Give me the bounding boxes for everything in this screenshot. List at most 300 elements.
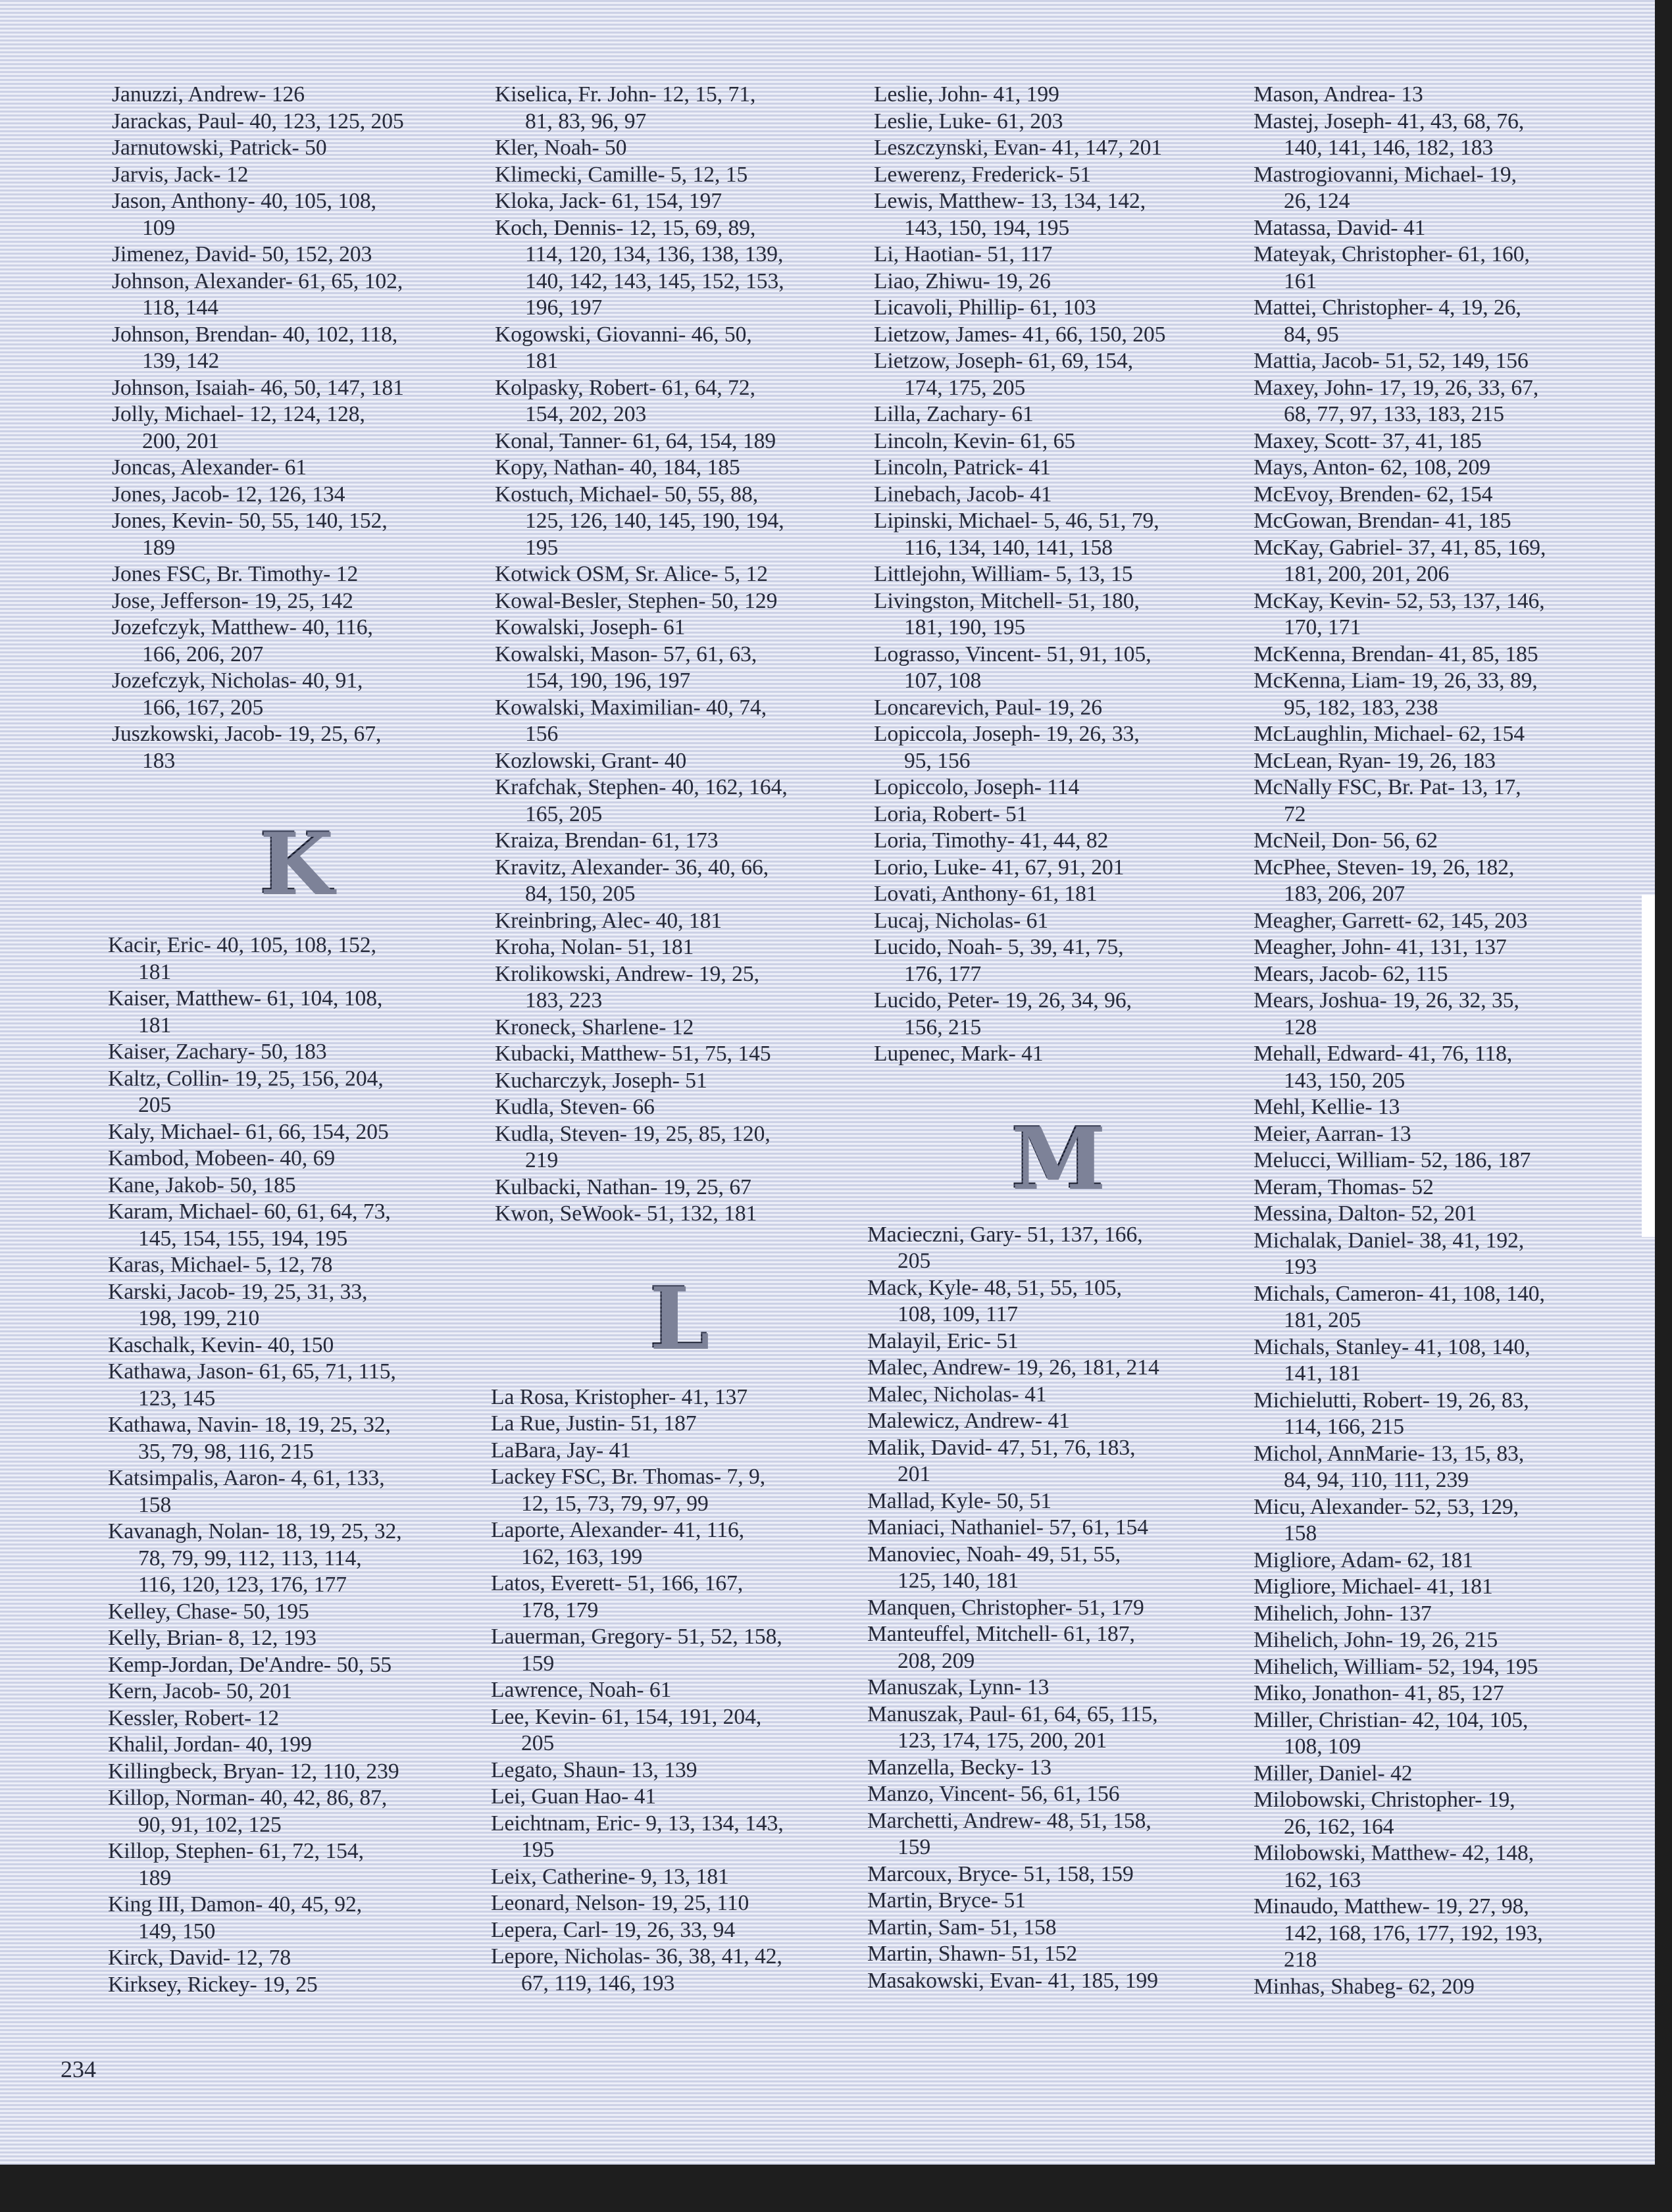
entry-pages-continued: 219 [525,1148,559,1172]
index-entry [1254,774,1635,828]
entry-name-pages: Kelley, Chase- 50, 195 [108,1599,309,1624]
index-entry [1254,1601,1635,1628]
index-entry [108,1039,480,1066]
entry-name-pages: Michals, Cameron- 41, 108, 140, [1254,1281,1545,1306]
index-entry [491,1757,863,1784]
index-entry [874,508,1242,561]
index-entry [491,1571,863,1624]
index-entry [108,1359,480,1412]
index-entry [874,908,1242,935]
entry-name-pages: Mihelich, John- 137 [1254,1601,1432,1626]
entry-name-pages: Malayil, Eric- 51 [867,1328,1019,1353]
entry-pages-continued: 108, 109, 117 [898,1302,1019,1326]
entry-name-pages: Lorio, Luke- 41, 67, 91, 201 [874,855,1125,880]
entry-name-pages: Malec, Nicholas- 41 [867,1382,1047,1407]
entry-name-pages: Kaiser, Zachary- 50, 183 [108,1040,327,1064]
index-entry [495,482,863,562]
index-entry [867,1222,1242,1275]
entry-name-pages: Mehl, Kellie- 13 [1254,1095,1400,1119]
entry-pages-continued: 68, 77, 97, 133, 183, 215 [1284,402,1504,426]
index-entry [1254,641,1635,668]
index-entry [491,1677,863,1704]
entry-name-pages: Mihelich, John- 19, 26, 215 [1254,1628,1498,1652]
entry-name-pages: Joncas, Alexander- 61 [112,455,307,480]
entry-name-pages: Michals, Stanley- 41, 108, 140, [1254,1334,1531,1359]
index-entry [112,322,480,375]
entry-name-pages: Manzo, Vincent- 56, 61, 156 [867,1782,1120,1806]
index-entry [112,268,480,322]
index-entry [495,1174,863,1201]
entry-name-pages: Maxey, Scott- 37, 41, 185 [1254,428,1482,453]
index-entry [1254,1441,1635,1494]
entry-name-pages: Jones, Kevin- 50, 55, 140, 152, [112,509,388,533]
entry-name-pages: Kacir, Eric- 40, 105, 108, 152, [108,933,377,957]
entry-name-pages: Lucido, Peter- 19, 26, 34, 96, [874,988,1132,1013]
index-entry [874,109,1242,136]
entry-name-pages: Loncarevich, Paul- 19, 26 [874,695,1102,720]
index-entry [1254,1787,1635,1840]
index-entry [491,1438,863,1465]
entry-pages-continued: 154, 202, 203 [525,402,647,426]
entry-name-pages: Leslie, John- 41, 199 [874,82,1059,107]
index-entry [867,1355,1242,1382]
entry-name-pages: La Rue, Justin- 51, 187 [491,1411,697,1436]
index-entry [1254,82,1635,109]
index-entry [874,774,1242,801]
entry-name-pages: Kloka, Jack- 61, 154, 197 [495,189,722,213]
index-entry [1254,855,1635,908]
entry-name-pages: Melucci, William- 52, 186, 187 [1254,1148,1531,1172]
index-entry [874,695,1242,722]
index-entry [495,1041,863,1068]
index-entry [867,1621,1242,1674]
index-entry [491,1384,863,1411]
entry-name-pages: Mears, Jacob- 62, 115 [1254,961,1448,986]
entry-name-pages: Lietzow, Joseph- 61, 69, 154, [874,349,1134,373]
entry-name-pages: Juszkowski, Jacob- 19, 25, 67, [112,722,382,746]
index-entry [1254,1547,1635,1574]
entry-name-pages: Kudla, Steven- 66 [495,1095,655,1119]
index-entry [1254,109,1635,162]
index-entry [867,1408,1242,1435]
index-entry [867,1968,1242,1995]
entry-pages-continued: 159 [521,1651,555,1676]
entry-name-pages: Kraiza, Brendan- 61, 173 [495,828,719,853]
index-entry [1254,1894,1635,1974]
entry-pages-continued: 149, 150 [138,1919,216,1944]
entry-name-pages: Kaschalk, Kevin- 40, 150 [108,1332,334,1357]
index-entry [108,1119,480,1146]
index-entry [1254,508,1635,535]
index-entry [112,668,480,721]
entry-name-pages: Kowalski, Maximilian- 40, 74, [495,695,767,720]
entry-name-pages: Kolpasky, Robert- 61, 64, 72, [495,375,756,400]
entry-pages-continued: 141, 181 [1284,1361,1361,1386]
entry-pages-continued: 170, 171 [1284,615,1361,640]
entry-pages-continued: 162, 163 [1284,1867,1361,1892]
entry-name-pages: Lopiccola, Joseph- 19, 26, 33, [874,722,1140,746]
index-entry [874,801,1242,828]
entry-name-pages: Leonard, Nelson- 19, 25, 110 [491,1891,749,1915]
entry-pages-continued: 128 [1284,1015,1317,1040]
index-entry [112,375,480,402]
entry-name-pages: Mastrogiovanni, Michael- 19, [1254,162,1517,187]
entry-name-pages: Martin, Sam- 51, 158 [867,1915,1057,1940]
entry-name-pages: Michol, AnnMarie- 13, 15, 83, [1254,1441,1525,1466]
index-entry [108,1705,480,1732]
entry-name-pages: Kelly, Brian- 8, 12, 193 [108,1626,317,1650]
entry-name-pages: Martin, Shawn- 51, 152 [867,1942,1078,1966]
index-entry [108,1599,480,1626]
entry-pages-continued: 205 [138,1093,172,1117]
index-entry [1254,482,1635,509]
entry-pages-continued: 196, 197 [525,295,603,320]
index-entry [112,588,480,615]
index-entry [495,695,863,748]
entry-name-pages: McEvoy, Brenden- 62, 154 [1254,482,1493,507]
index-entry [495,428,863,455]
index-entry [867,1701,1242,1755]
index-entry [867,1542,1242,1595]
entry-pages-continued: 12, 15, 73, 79, 97, 99 [521,1491,709,1516]
entry-pages-continued: 158 [1284,1521,1317,1546]
index-entry [874,268,1242,295]
index-entry [495,748,863,775]
entry-name-pages: Kulbacki, Nathan- 19, 25, 67 [495,1174,751,1199]
index-entry [108,1732,480,1759]
entry-name-pages: Lovati, Anthony- 61, 181 [874,882,1098,906]
entry-name-pages: Kemp-Jordan, De'Andre- 50, 55 [108,1652,392,1677]
entry-pages-continued: 26, 162, 164 [1284,1814,1394,1839]
entry-name-pages: Johnson, Brendan- 40, 102, 118, [112,322,398,347]
index-entry [867,1915,1242,1942]
entry-pages-continued: 107, 108 [904,668,982,693]
index-column-4 [1254,82,1635,2000]
index-entry [874,641,1242,695]
entry-pages-continued: 116, 120, 123, 176, 177 [138,1572,347,1597]
index-entry [108,1145,480,1172]
entry-pages-continued: 125, 126, 140, 145, 190, 194, [525,509,784,533]
entry-name-pages: Lepore, Nicholas- 36, 38, 41, 42, [491,1944,782,1969]
index-entry [112,561,480,588]
index-entry [112,482,480,509]
index-entry [1254,428,1635,455]
entry-name-pages: Legato, Shaun- 13, 139 [491,1757,697,1782]
index-entry [1254,1147,1635,1174]
index-entry [495,322,863,375]
entry-name-pages: Kogowski, Giovanni- 46, 50, [495,322,752,347]
entry-pages-continued: 108, 109 [1284,1734,1361,1759]
index-entry [867,1595,1242,1622]
entry-pages-continued: 84, 94, 110, 111, 239 [1284,1468,1469,1492]
entry-name-pages: Lincoln, Patrick- 41 [874,455,1051,480]
entry-name-pages: McNeil, Don- 56, 62 [1254,828,1438,853]
index-entry [108,1412,480,1465]
index-entry [108,1759,480,1786]
entry-name-pages: Lawrence, Noah- 61 [491,1678,672,1702]
index-entry [495,934,863,961]
index-entry [867,1861,1242,1888]
entry-pages-continued: 95, 182, 183, 238 [1284,695,1438,720]
index-entry [874,135,1242,162]
page-number: 234 [61,2056,96,2082]
index-entry [491,1811,863,1864]
entry-name-pages: Jarnutowski, Patrick- 50 [112,136,327,160]
entry-name-pages: Manteuffel, Mitchell- 61, 187, [867,1622,1135,1646]
entry-pages-continued: 183, 206, 207 [1284,882,1406,906]
index-entry [495,828,863,855]
entry-name-pages: Karski, Jacob- 19, 25, 31, 33, [108,1279,368,1304]
index-entry [495,588,863,615]
entry-name-pages: Kavanagh, Nolan- 18, 19, 25, 32, [108,1519,402,1544]
entry-name-pages: Maxey, John- 17, 19, 26, 33, 67, [1254,375,1539,400]
entry-name-pages: Migliore, Adam- 62, 181 [1254,1547,1474,1572]
entry-name-pages: Lauerman, Gregory- 51, 52, 158, [491,1624,782,1649]
index-entry [491,1517,863,1571]
entry-pages-continued: 208, 209 [898,1648,975,1673]
entry-name-pages: Kern, Jacob- 50, 201 [108,1679,293,1703]
entry-name-pages: Miller, Daniel- 42 [1254,1761,1413,1786]
index-entry [1254,1334,1635,1388]
entry-name-pages: Jimenez, David- 50, 152, 203 [112,242,372,266]
entry-name-pages: Jason, Anthony- 40, 105, 108, [112,189,376,213]
index-entry [874,561,1242,588]
section-letter-m: M [1010,1107,1106,1208]
entry-name-pages: Kroneck, Sharlene- 12 [495,1015,694,1040]
entry-name-pages: Malik, David- 47, 51, 76, 183, [867,1435,1136,1460]
entry-name-pages: Mattia, Jacob- 51, 52, 149, 156 [1254,349,1529,373]
index-entry [495,561,863,588]
index-entry [874,428,1242,455]
index-entry [108,986,480,1039]
entry-name-pages: Kaltz, Collin- 19, 25, 156, 204, [108,1066,384,1091]
entry-name-pages: Meram, Thomas- 52 [1254,1174,1434,1199]
index-entry [495,855,863,908]
entry-pages-continued: 165, 205 [525,801,603,826]
entry-name-pages: Lincoln, Kevin- 61, 65 [874,428,1076,453]
entry-name-pages: Kler, Noah- 50 [495,136,627,160]
entry-name-pages: Mallad, Kyle- 50, 51 [867,1488,1052,1513]
index-entry [108,1678,480,1705]
entry-name-pages: Mastej, Joseph- 41, 43, 68, 76, [1254,109,1525,134]
entry-name-pages: McKenna, Liam- 19, 26, 33, 89, [1254,668,1538,693]
index-entry [495,135,863,162]
index-entry [108,1172,480,1199]
index-entry [495,1121,863,1174]
entry-name-pages: Lilla, Zachary- 61 [874,402,1034,426]
entry-name-pages: Kirck, David- 12, 78 [108,1946,291,1970]
entry-name-pages: Latos, Everett- 51, 166, 167, [491,1571,744,1596]
index-entry [491,1411,863,1438]
entry-name-pages: Jolly, Michael- 12, 124, 128, [112,402,365,426]
index-entry [495,1068,863,1095]
entry-name-pages: Michielutti, Robert- 19, 26, 83, [1254,1388,1529,1413]
entry-pages-continued: 183, 223 [525,988,603,1013]
entry-name-pages: McKay, Gabriel- 37, 41, 85, 169, [1254,535,1546,560]
entry-name-pages: Messina, Dalton- 52, 201 [1254,1201,1477,1226]
index-entry [112,401,480,455]
index-entry [495,961,863,1015]
index-entry [1254,1974,1635,2001]
entry-pages-continued: 125, 140, 181 [898,1569,1019,1593]
entry-pages-continued: 90, 91, 102, 125 [138,1812,282,1837]
entry-name-pages: Kathawa, Jason- 61, 65, 71, 115, [108,1359,396,1384]
index-entry [495,1094,863,1121]
index-entry [867,1275,1242,1328]
entry-pages-continued: 205 [521,1731,555,1755]
index-entry [112,455,480,482]
index-entry [491,1464,863,1517]
entry-pages-continued: 181 [138,959,172,984]
index-entry [108,1892,480,1945]
index-entry [874,322,1242,349]
entry-pages-continued: 26, 124 [1284,189,1350,213]
index-entry [108,1945,480,1972]
index-column-3 [867,82,1242,1994]
index-entry [112,241,480,268]
index-entry [1254,1388,1635,1441]
entry-name-pages: Laporte, Alexander- 41, 116, [491,1518,745,1542]
index-entry [1254,1761,1635,1788]
index-entry [867,1674,1242,1701]
entry-name-pages: Meagher, Garrett- 62, 145, 203 [1254,908,1528,933]
index-entry [491,1917,863,1944]
index-entry [867,1888,1242,1915]
entry-name-pages: McLaughlin, Michael- 62, 154 [1254,722,1525,746]
index-entry [1254,908,1635,935]
entry-name-pages: Kudla, Steven- 19, 25, 85, 120, [495,1121,771,1146]
index-entry [1254,1840,1635,1894]
entry-name-pages: Micu, Alexander- 52, 53, 129, [1254,1494,1519,1519]
entry-name-pages: Li, Haotian- 51, 117 [874,242,1053,266]
entry-name-pages: Mehall, Edward- 41, 76, 118, [1254,1042,1513,1066]
entry-name-pages: Konal, Tanner- 61, 64, 154, 189 [495,428,776,453]
page-edge-strip [1642,895,1655,1237]
entry-pages-continued: 183 [142,748,176,773]
index-entry [874,988,1242,1041]
index-entry [1254,1494,1635,1547]
entry-name-pages: Lucido, Noah- 5, 39, 41, 75, [874,935,1124,959]
index-entry [1254,375,1635,428]
index-entry [112,615,480,668]
index-entry [1254,455,1635,482]
entry-name-pages: Kozlowski, Grant- 40 [495,748,687,773]
index-entry [1254,1281,1635,1334]
entry-pages-continued: 78, 79, 99, 112, 113, 114, [138,1546,362,1571]
index-entry [874,881,1242,908]
entry-pages-continued: 109 [142,215,176,240]
entry-pages-continued: 174, 175, 205 [904,375,1026,400]
entry-pages-continued: 195 [521,1838,555,1862]
entry-name-pages: Johnson, Alexander- 61, 65, 102, [112,268,403,293]
index-entry [867,1328,1242,1355]
entry-name-pages: Miko, Jonathon- 41, 85, 127 [1254,1681,1504,1705]
index-entry [112,135,480,162]
entry-pages-continued: 205 [898,1249,931,1273]
entry-pages-continued: 218 [1284,1948,1317,1972]
entry-name-pages: Leszczynski, Evan- 41, 147, 201 [874,136,1163,160]
index-entry [1254,1627,1635,1654]
entry-name-pages: Mattei, Christopher- 4, 19, 26, [1254,295,1521,320]
entry-name-pages: Manuszak, Lynn- 13 [867,1675,1050,1699]
entry-pages-continued: 193 [1284,1255,1317,1279]
entry-name-pages: Kubacki, Matthew- 51, 75, 145 [495,1042,771,1066]
entry-name-pages: Michalak, Daniel- 38, 41, 192, [1254,1228,1525,1253]
index-entry [874,588,1242,641]
index-entry [1254,215,1635,242]
index-entry [1254,162,1635,215]
entry-name-pages: Mack, Kyle- 48, 51, 55, 105, [867,1275,1123,1300]
entry-name-pages: Leix, Catherine- 9, 13, 181 [491,1864,729,1889]
entry-pages-continued: 181, 205 [1284,1308,1361,1332]
entry-name-pages: Krafchak, Stephen- 40, 162, 164, [495,775,788,799]
entry-name-pages: Minhas, Shabeg- 62, 209 [1254,1974,1475,1999]
entry-name-pages: Minaudo, Matthew- 19, 27, 98, [1254,1894,1529,1919]
entry-name-pages: Lopiccolo, Joseph- 114 [874,775,1080,799]
index-entry [1254,1680,1635,1707]
entry-name-pages: Meier, Aarran- 13 [1254,1121,1411,1146]
entry-name-pages: Manoviec, Noah- 49, 51, 55, [867,1542,1121,1567]
entry-name-pages: Johnson, Isaiah- 46, 50, 147, 181 [112,375,404,400]
entry-pages-continued: 123, 145 [138,1386,216,1411]
entry-name-pages: Karas, Michael- 5, 12, 78 [108,1253,333,1277]
index-entry [495,162,863,189]
entry-name-pages: Koch, Dennis- 12, 15, 69, 89, [495,215,756,240]
index-entry [1254,295,1635,348]
index-entry [495,641,863,695]
entry-pages-continued: 114, 120, 134, 136, 138, 139, [525,242,784,266]
index-entry [1254,1228,1635,1281]
index-entry [112,188,480,241]
entry-pages-continued: 156 [525,722,559,746]
entry-pages-continued: 189 [138,1865,172,1890]
index-entry [1254,1707,1635,1761]
entry-name-pages: Kowalski, Joseph- 61 [495,615,686,640]
entry-name-pages: Mateyak, Christopher- 61, 160, [1254,242,1530,266]
entry-name-pages: Mears, Joshua- 19, 26, 32, 35, [1254,988,1519,1013]
index-entry [108,1199,480,1252]
index-entry [491,1784,863,1811]
entry-pages-continued: 159 [898,1835,931,1859]
entry-pages-continued: 154, 190, 196, 197 [525,668,691,693]
index-entry [495,908,863,935]
entry-pages-continued: 181, 200, 201, 206 [1284,562,1450,586]
index-entry [874,828,1242,855]
entry-name-pages: Matassa, David- 41 [1254,215,1426,240]
entry-name-pages: Leslie, Luke- 61, 203 [874,109,1063,134]
index-entry [1254,1041,1635,1094]
entry-pages-continued: 198, 199, 210 [138,1306,260,1330]
entry-name-pages: Kreinbring, Alec- 40, 181 [495,908,722,933]
index-entry [874,482,1242,509]
entry-name-pages: Krolikowski, Andrew- 19, 25, [495,961,759,986]
index-entry [874,455,1242,482]
index-entry [495,188,863,215]
entry-pages-continued: 166, 206, 207 [142,641,264,666]
entry-name-pages: Kathawa, Navin- 18, 19, 25, 32, [108,1413,391,1437]
entry-name-pages: Malec, Andrew- 19, 26, 181, 214 [867,1355,1159,1380]
index-entry [867,1808,1242,1861]
entry-name-pages: Lograsso, Vincent- 51, 91, 105, [874,641,1152,666]
index-entry [108,1465,480,1519]
entry-pages-continued: 140, 142, 143, 145, 152, 153, [525,268,784,293]
entry-name-pages: Jozefczyk, Nicholas- 40, 91, [112,668,363,693]
entry-name-pages: Macieczni, Gary- 51, 137, 166, [867,1222,1143,1247]
index-entry [1254,961,1635,988]
entry-pages-continued: 143, 150, 205 [1284,1068,1406,1093]
entry-name-pages: Januzzi, Andrew- 126 [112,82,305,107]
section-letter-k: K [258,813,334,913]
